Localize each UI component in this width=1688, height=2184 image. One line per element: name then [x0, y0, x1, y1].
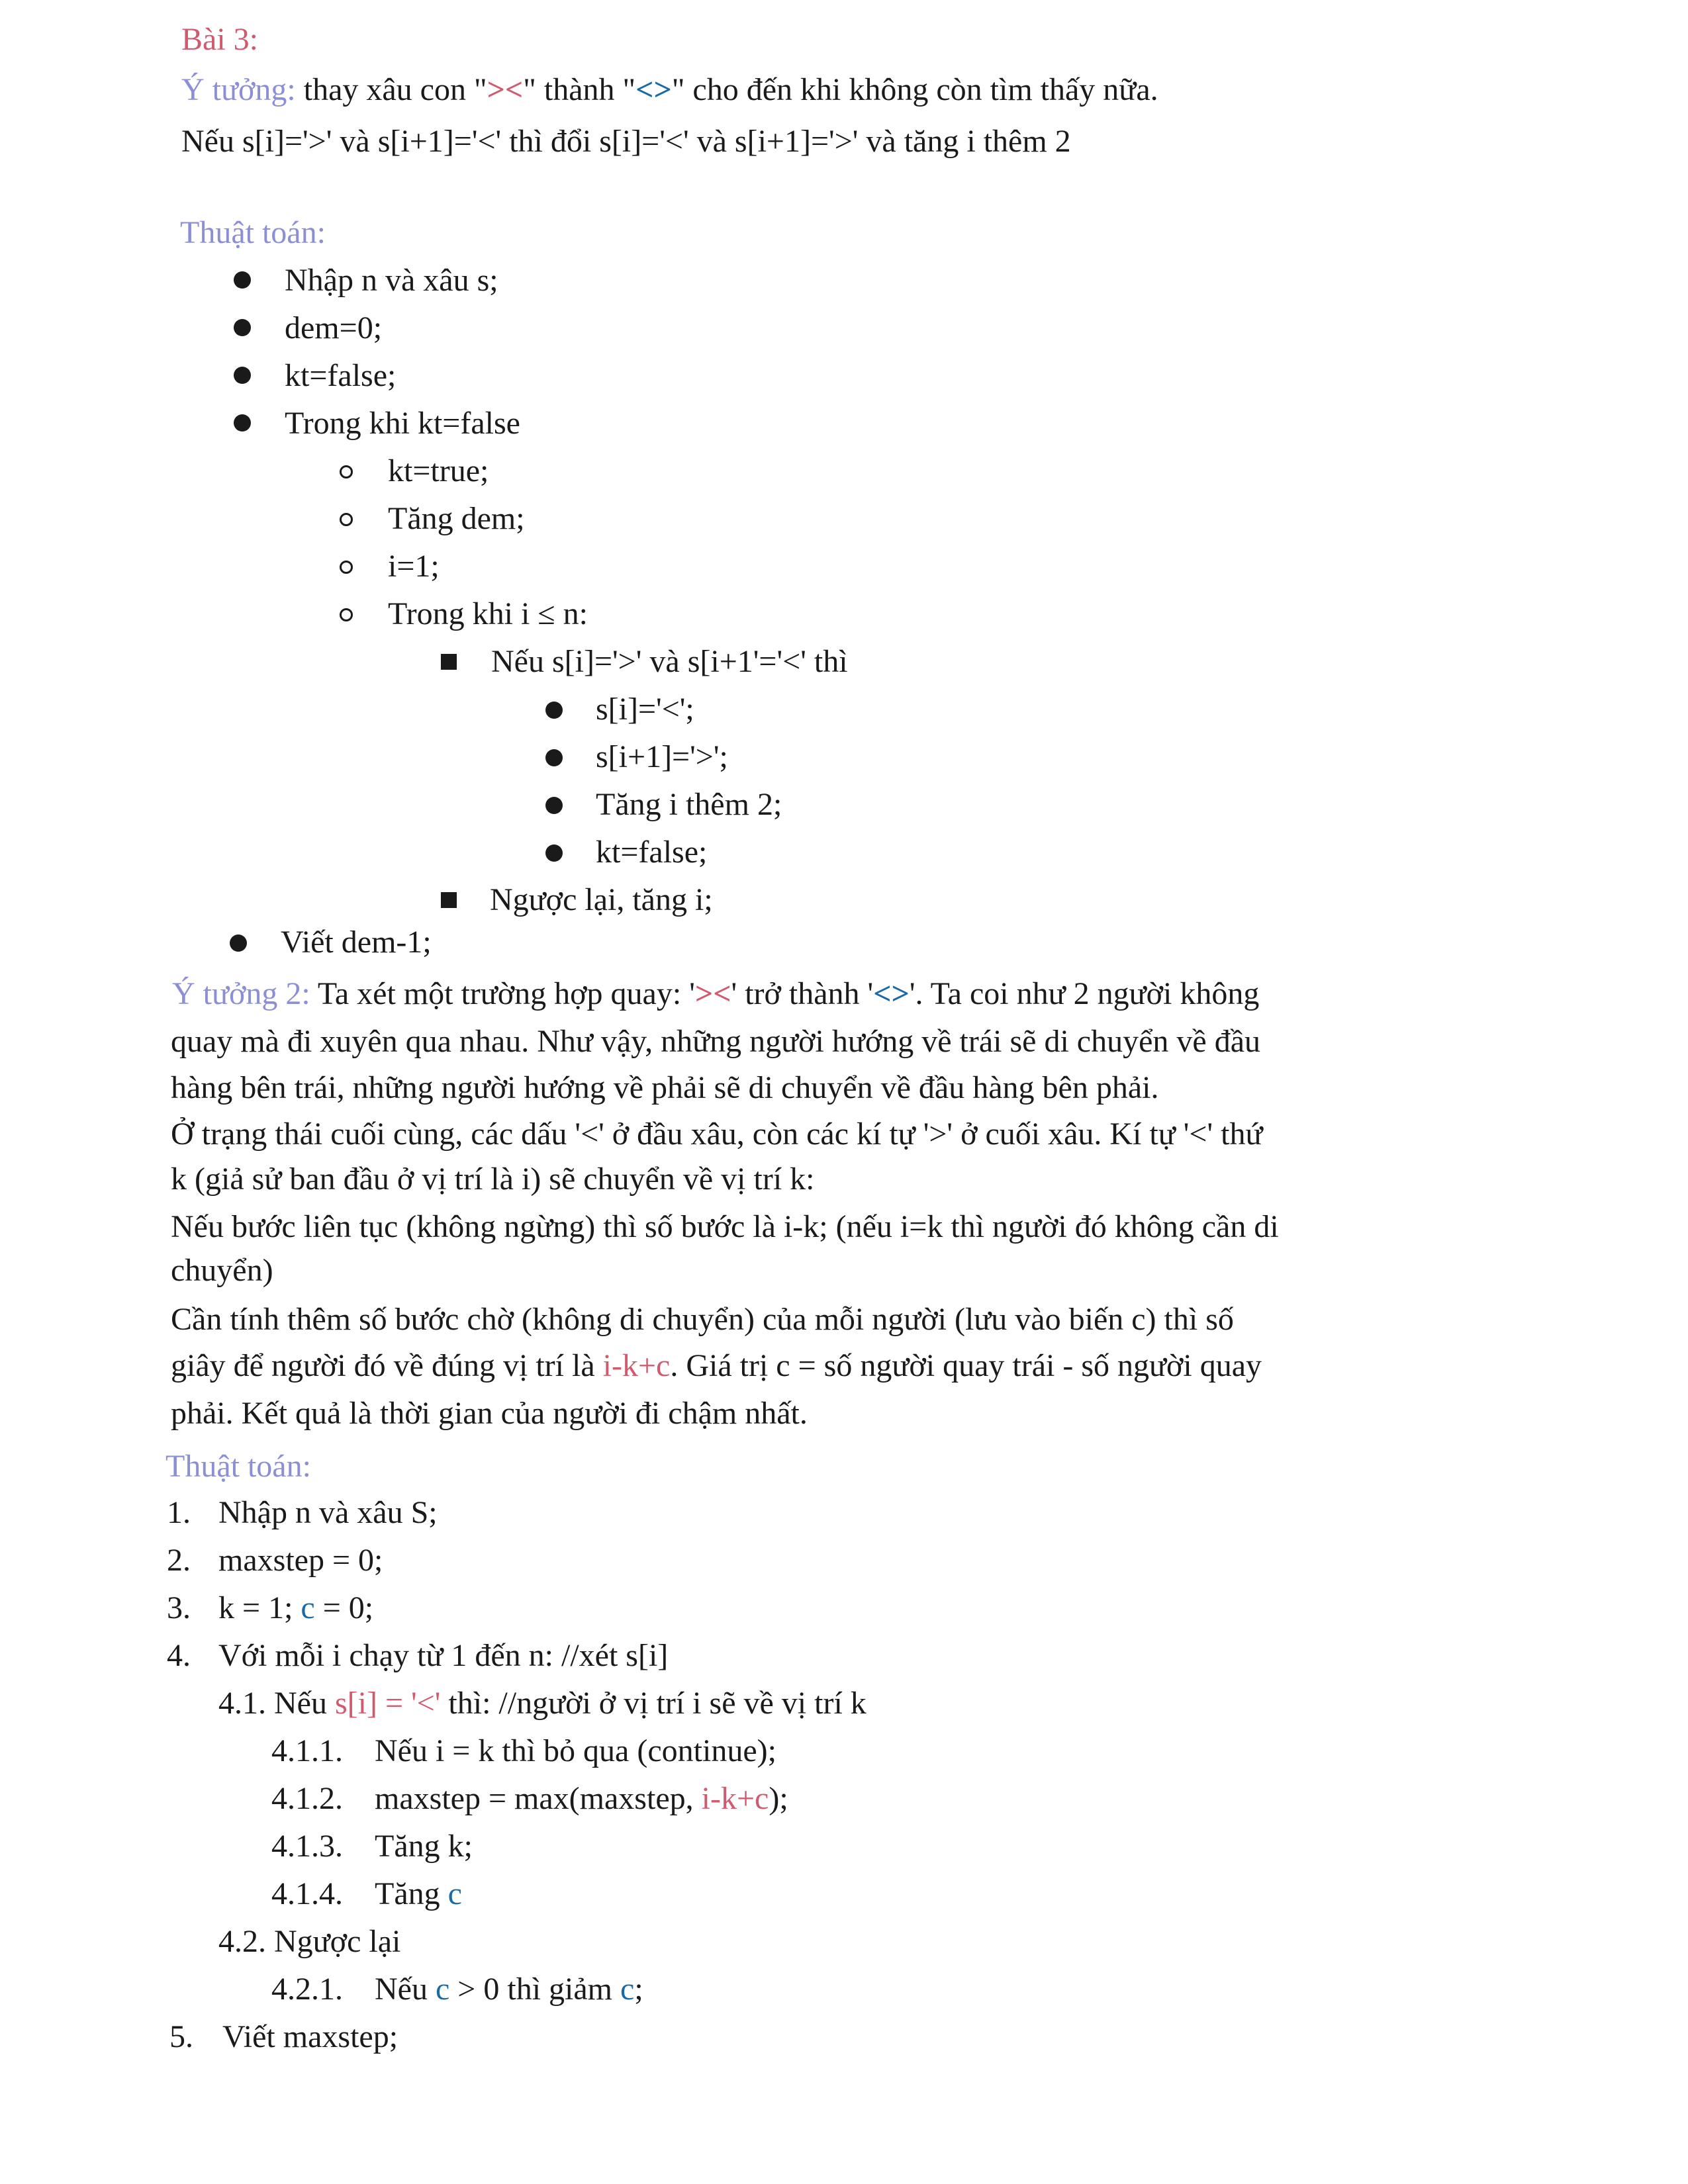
algo2-text: 4.1. Nếu: [218, 1686, 335, 1721]
idea1-text-c: " cho đến khi không còn tìm thấy nữa.: [671, 72, 1158, 107]
circle-bullet-icon: [340, 561, 353, 574]
idea1-text-a: thay xâu con ": [295, 72, 487, 107]
algo2-step-num: 1.: [167, 1495, 191, 1530]
algo2-step-num: 4.1.1.: [271, 1733, 343, 1768]
algo2-step-num: 3.: [167, 1590, 191, 1625]
circle-bullet-icon: [340, 608, 353, 621]
idea1-line1: [181, 74, 1158, 106]
var-c: c: [620, 1972, 635, 2007]
formula-highlight: i-k+c: [701, 1781, 769, 1816]
algo2-step421: [375, 1974, 643, 2005]
algo1-step: s[i+1]='>';: [596, 739, 728, 774]
idea2-line: Ở trạng thái cuối cùng, các dấu '<' ở đầu xâu, còn các kí tự '>' ở cuối xâu. Kí tự '<' thứ: [171, 1116, 1263, 1152]
algo1-label: Thuật toán:: [180, 215, 326, 250]
bullet-icon: [545, 749, 563, 766]
idea1-code-1: ><: [487, 72, 524, 107]
algo2-step-num: 5.: [169, 2019, 193, 2054]
algo1-step: Trong khi kt=false: [285, 406, 520, 441]
algo1-step: Trong khi i ≤ n:: [388, 596, 588, 631]
algo2-step-num: 4.1.2.: [271, 1781, 343, 1816]
algo2-step: Với mỗi i chạy từ 1 đến n: //xét s[i]: [218, 1638, 669, 1673]
algo1-step: Nếu s[i]='>' và s[i+1'='<' thì: [491, 644, 848, 679]
algo2-step-num: 4.1.4.: [271, 1876, 343, 1911]
algo1-step: kt=true;: [388, 453, 489, 488]
circle-bullet-icon: [340, 465, 353, 478]
bullet-icon: [234, 367, 251, 384]
idea2-text-c: '. Ta coi như 2 người không: [909, 976, 1260, 1011]
algo2-step: 4.2. Ngược lại: [218, 1924, 401, 1959]
algo1-step: kt=false;: [596, 835, 708, 870]
page-title: Bài 3:: [181, 22, 258, 57]
bullet-icon: [545, 702, 563, 719]
idea2-line: Nếu bước liên tục (không ngừng) thì số bước là i-k; (nếu i=k thì người đó không cần di: [171, 1209, 1279, 1244]
algo2-step: Viết maxstep;: [222, 2019, 399, 2054]
bullet-icon: [545, 797, 563, 814]
algo2-step: Nhập n và xâu S;: [218, 1495, 438, 1530]
idea1-label: Ý tưởng:: [181, 72, 296, 107]
idea2-line: hàng bên trái, những người hướng về phải sẽ di chuyển về đầu hàng bên phải.: [171, 1070, 1159, 1105]
condition-highlight: s[i] = '<': [334, 1686, 441, 1721]
algo2-text: Nếu: [375, 1972, 436, 2007]
algo2-step: maxstep = 0;: [218, 1543, 383, 1578]
algo2-step-num: 4.2.1.: [271, 1972, 343, 2007]
algo1-step: kt=false;: [285, 358, 397, 393]
algo2-step-num: 4.: [167, 1638, 191, 1673]
bullet-icon: [230, 934, 247, 952]
algo1-step: Tăng dem;: [388, 501, 525, 536]
idea2-code-1: ><: [694, 976, 731, 1011]
idea2-text-a: Ta xét một trường hợp quay: ': [310, 976, 695, 1011]
algo2-step-num: 2.: [167, 1543, 191, 1578]
algo1-step: s[i]='<';: [596, 692, 694, 727]
algo2-text: k = 1;: [218, 1590, 301, 1625]
idea2-line: quay mà đi xuyên qua nhau. Như vậy, những người hướng về trái sẽ di chuyển về đầu: [171, 1024, 1261, 1059]
algo2-text: > 0 thì giảm: [449, 1972, 620, 2007]
algo2-text: );: [769, 1781, 788, 1816]
algo1-step: Nhập n và xâu s;: [285, 263, 498, 298]
bullet-icon: [234, 319, 251, 336]
square-bullet-icon: [441, 892, 457, 908]
idea2-text: . Giá trị c = số người quay trái - số người quay: [670, 1348, 1262, 1383]
algo2-step412: [375, 1783, 788, 1815]
var-c: c: [435, 1972, 450, 2007]
algo1-step: dem=0;: [285, 310, 383, 345]
algo2-text: maxstep = max(maxstep,: [375, 1781, 702, 1816]
bullet-icon: [234, 414, 251, 432]
idea2-line9: [171, 1350, 1262, 1382]
idea2-text: giây để người đó về đúng vị trí là: [171, 1348, 603, 1383]
idea1-text-b: " thành ": [523, 72, 636, 107]
algo2-text: Tăng: [375, 1876, 448, 1911]
idea2-line: phải. Kết quả là thời gian của người đi chậm nhất.: [171, 1396, 808, 1431]
formula-highlight: i-k+c: [602, 1348, 671, 1383]
algo2-label: Thuật toán:: [165, 1449, 311, 1484]
algo2-text: thì: //người ở vị trí i sẽ về vị trí k: [440, 1686, 867, 1721]
idea1-code-2: <>: [635, 72, 672, 107]
idea2-text-b: ' trở thành ': [731, 976, 874, 1011]
idea2-code-2: <>: [873, 976, 910, 1011]
idea2-label: Ý tưởng 2:: [172, 976, 310, 1011]
idea2-line: Cần tính thêm số bước chờ (không di chuyển) của mỗi người (lưu vào biến c) thì số: [171, 1302, 1234, 1337]
bullet-icon: [545, 844, 563, 862]
idea2-line1: [172, 978, 1259, 1010]
algo2-step: Tăng k;: [375, 1829, 473, 1864]
bullet-icon: [234, 271, 251, 289]
algo2-step414: [375, 1878, 462, 1910]
algo2-step41: [218, 1688, 867, 1719]
idea2-line: k (giả sử ban đầu ở vị trí là i) sẽ chuyển về vị trí k:: [171, 1161, 815, 1197]
idea2-line: chuyển): [171, 1253, 273, 1288]
var-c: c: [447, 1876, 462, 1911]
algo2-step-num: 4.1.3.: [271, 1829, 343, 1864]
idea1-line2: Nếu s[i]='>' và s[i+1]='<' thì đổi s[i]='<' và s[i+1]='>' và tăng i thêm 2: [181, 124, 1071, 159]
algo1-step: Viết dem-1;: [281, 925, 432, 960]
circle-bullet-icon: [340, 513, 353, 526]
algo2-step: Nếu i = k thì bỏ qua (continue);: [375, 1733, 776, 1768]
algo1-step: Tăng i thêm 2;: [596, 787, 782, 822]
algo2-text: ;: [634, 1972, 643, 2007]
square-bullet-icon: [441, 654, 457, 670]
algo2-step3: [218, 1592, 373, 1624]
algo1-step: Ngược lại, tăng i;: [490, 882, 713, 917]
algo1-step: i=1;: [388, 549, 440, 584]
algo2-text: = 0;: [314, 1590, 374, 1625]
var-c: c: [301, 1590, 315, 1625]
